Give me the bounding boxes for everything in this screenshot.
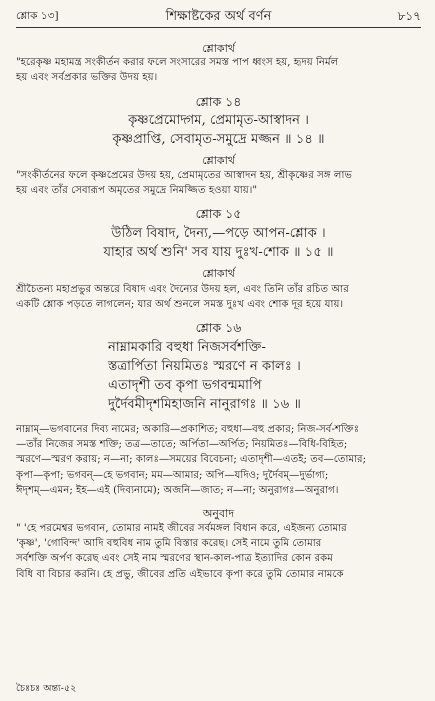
sloka-heading: শ্লোক ১৬ xyxy=(195,320,242,335)
sloka-heading: শ্লোক ১৫ xyxy=(195,206,242,221)
section-heading: শ্লোকার্থ xyxy=(202,267,235,280)
meaning-paragraph xyxy=(16,168,421,198)
header-page-number: ৮১৭ xyxy=(397,9,421,23)
meaning-paragraph xyxy=(16,282,421,312)
section-heading: অনুবাদ xyxy=(202,507,235,520)
verse-line: কৃষ্ণপ্রাপ্তি, সেবামৃত-সমুদ্রে মজ্জন ॥ ১৪ ॥ xyxy=(112,132,325,147)
text-line: বিধি বা বিচার করনি। হে প্রভু, জীবের প্রতি এইভাবে কৃপা করে তুমি তোমার নামকে xyxy=(16,568,344,580)
text-line: হয় এবং তাঁর সেবারূপ অমৃতের সমুদ্রে নিমজ্জিত হওয়া যায়।" xyxy=(16,185,258,197)
header-rule xyxy=(16,27,421,28)
text-line: 'কৃষ্ণ', 'গোবিন্দ' আদি বহুবিধ নাম তুমি বিস্তার করেছ। সেই নামে তুমি তোমার xyxy=(16,538,322,550)
text-line: —তাঁর নিজের সমস্ত শক্তি; তত্র—তাতে; অর্পিতা—অর্পিত; নিয়মিতঃ—বিধি-বিহিত; xyxy=(16,439,348,451)
text-line: শ্রীচৈতন্য মহাপ্রভুর অন্তরে বিষাদ এবং দৈন্যের উদয় হল, এবং তিনি তাঁর রচিত আর xyxy=(16,284,349,295)
page-header xyxy=(16,6,421,26)
sloka-verse xyxy=(16,224,421,262)
text-line: একটি শ্লোক পড়তে লাগলেন; যার অর্থ শুনলে সমস্ত দুঃখ এবং শোক দূর হয়ে যায়। xyxy=(16,299,344,311)
sloka-heading: শ্লোক ১৪ xyxy=(195,94,242,109)
text-line: নাম্নাম্—ভগবানের দিব্য নামের; অকারি—প্রকাশিত; বহুধা—বহু প্রকার; নিজ-সর্ব-শক্তিঃ xyxy=(16,424,360,435)
text-line: স্মরণে—স্মরণ করায়; ন—না; কালঃ—সময়ের বিবেচনা; এতাদৃশী—এতই; তব—তোমার; xyxy=(16,454,367,466)
purport-paragraph xyxy=(16,55,421,85)
translation-paragraph xyxy=(16,521,421,582)
text-line: ঈদৃশম্—এমন; ইহ—এই (দিব্যনামে); অজনি—জাত; ন—না; অনুরাগঃ—অনুরাগ। xyxy=(16,484,339,496)
verse-line: উঠিল বিষাদ, দৈন্য,—পড়ে আপন-শ্লোক । xyxy=(111,226,326,241)
section-heading: শ্লোকার্থ xyxy=(202,42,235,55)
text-line: "হরেকৃষ্ণ মহামন্ত্র সংকীর্তন করার ফলে সংসারের সমস্ত পাপ ধ্বংস হয়, হৃদয় নির্মল xyxy=(16,57,339,68)
text-line: সর্বশক্তি অর্পণ করেছ এবং সেই নাম স্মরণের স্থান-কাল-পাত্র ইত্যাদির কোন রকম xyxy=(16,553,333,565)
text-line: কৃপা—কৃপা; ভগবন্—হে ভগবান; মম—আমার; অপি—যদিও; দুর্দৈবম্—দুর্ভাগ্য; xyxy=(16,469,329,481)
sloka-verse xyxy=(16,338,421,414)
sloka-verse xyxy=(16,111,421,149)
verse-line: কৃষ্ণপ্রেমোদ্গম, প্রেমামৃত-আস্বাদন । xyxy=(128,113,309,128)
verse-line: এতাদৃশী তব কৃপা ভগবন্মমাপি xyxy=(108,378,262,393)
text-line: " 'হে পরমেশ্বর ভগবান, তোমার নামই জীবের সর্বমঙ্গল বিধান করে, এইজন্য তোমার xyxy=(16,523,347,534)
verse-line: যাহার অর্থ শুনি' সব যায় দুঃখ-শোক ॥ ১৫ ॥ xyxy=(103,245,334,260)
text-line: "সংকীর্তনের ফলে কৃষ্ণপ্রেমের উদয় হয়, প্রেমামৃতের আস্বাদন হয়, শ্রীকৃষ্ণের সঙ্গ লাভ xyxy=(16,170,352,181)
verse-line: দুর্দৈবমীদৃশমিহাজনি নানুরাগঃ ॥ ১৬ ॥ xyxy=(108,397,301,412)
verse-line: নাম্নামকারি বহুধা নিজসর্বশক্তি- xyxy=(108,340,266,355)
page-footer-signature: চৈঃচঃ অন্ত্য-৫২ xyxy=(16,683,77,694)
section-heading: শ্লোকার্থ xyxy=(202,154,235,167)
header-chapter-title: শিক্ষাষ্টকের অর্থ বর্ণন xyxy=(165,9,272,24)
header-sloka-ref: শ্লোক ১৩] xyxy=(16,10,59,22)
verse-line: স্তত্রার্পিতা নিয়মিতঃ স্মরণে ন কালঃ । xyxy=(108,359,301,374)
text-line: হয় এবং সর্বপ্রকার ভক্তির উদয় হয়। xyxy=(16,72,158,84)
synonyms-paragraph xyxy=(16,422,421,498)
